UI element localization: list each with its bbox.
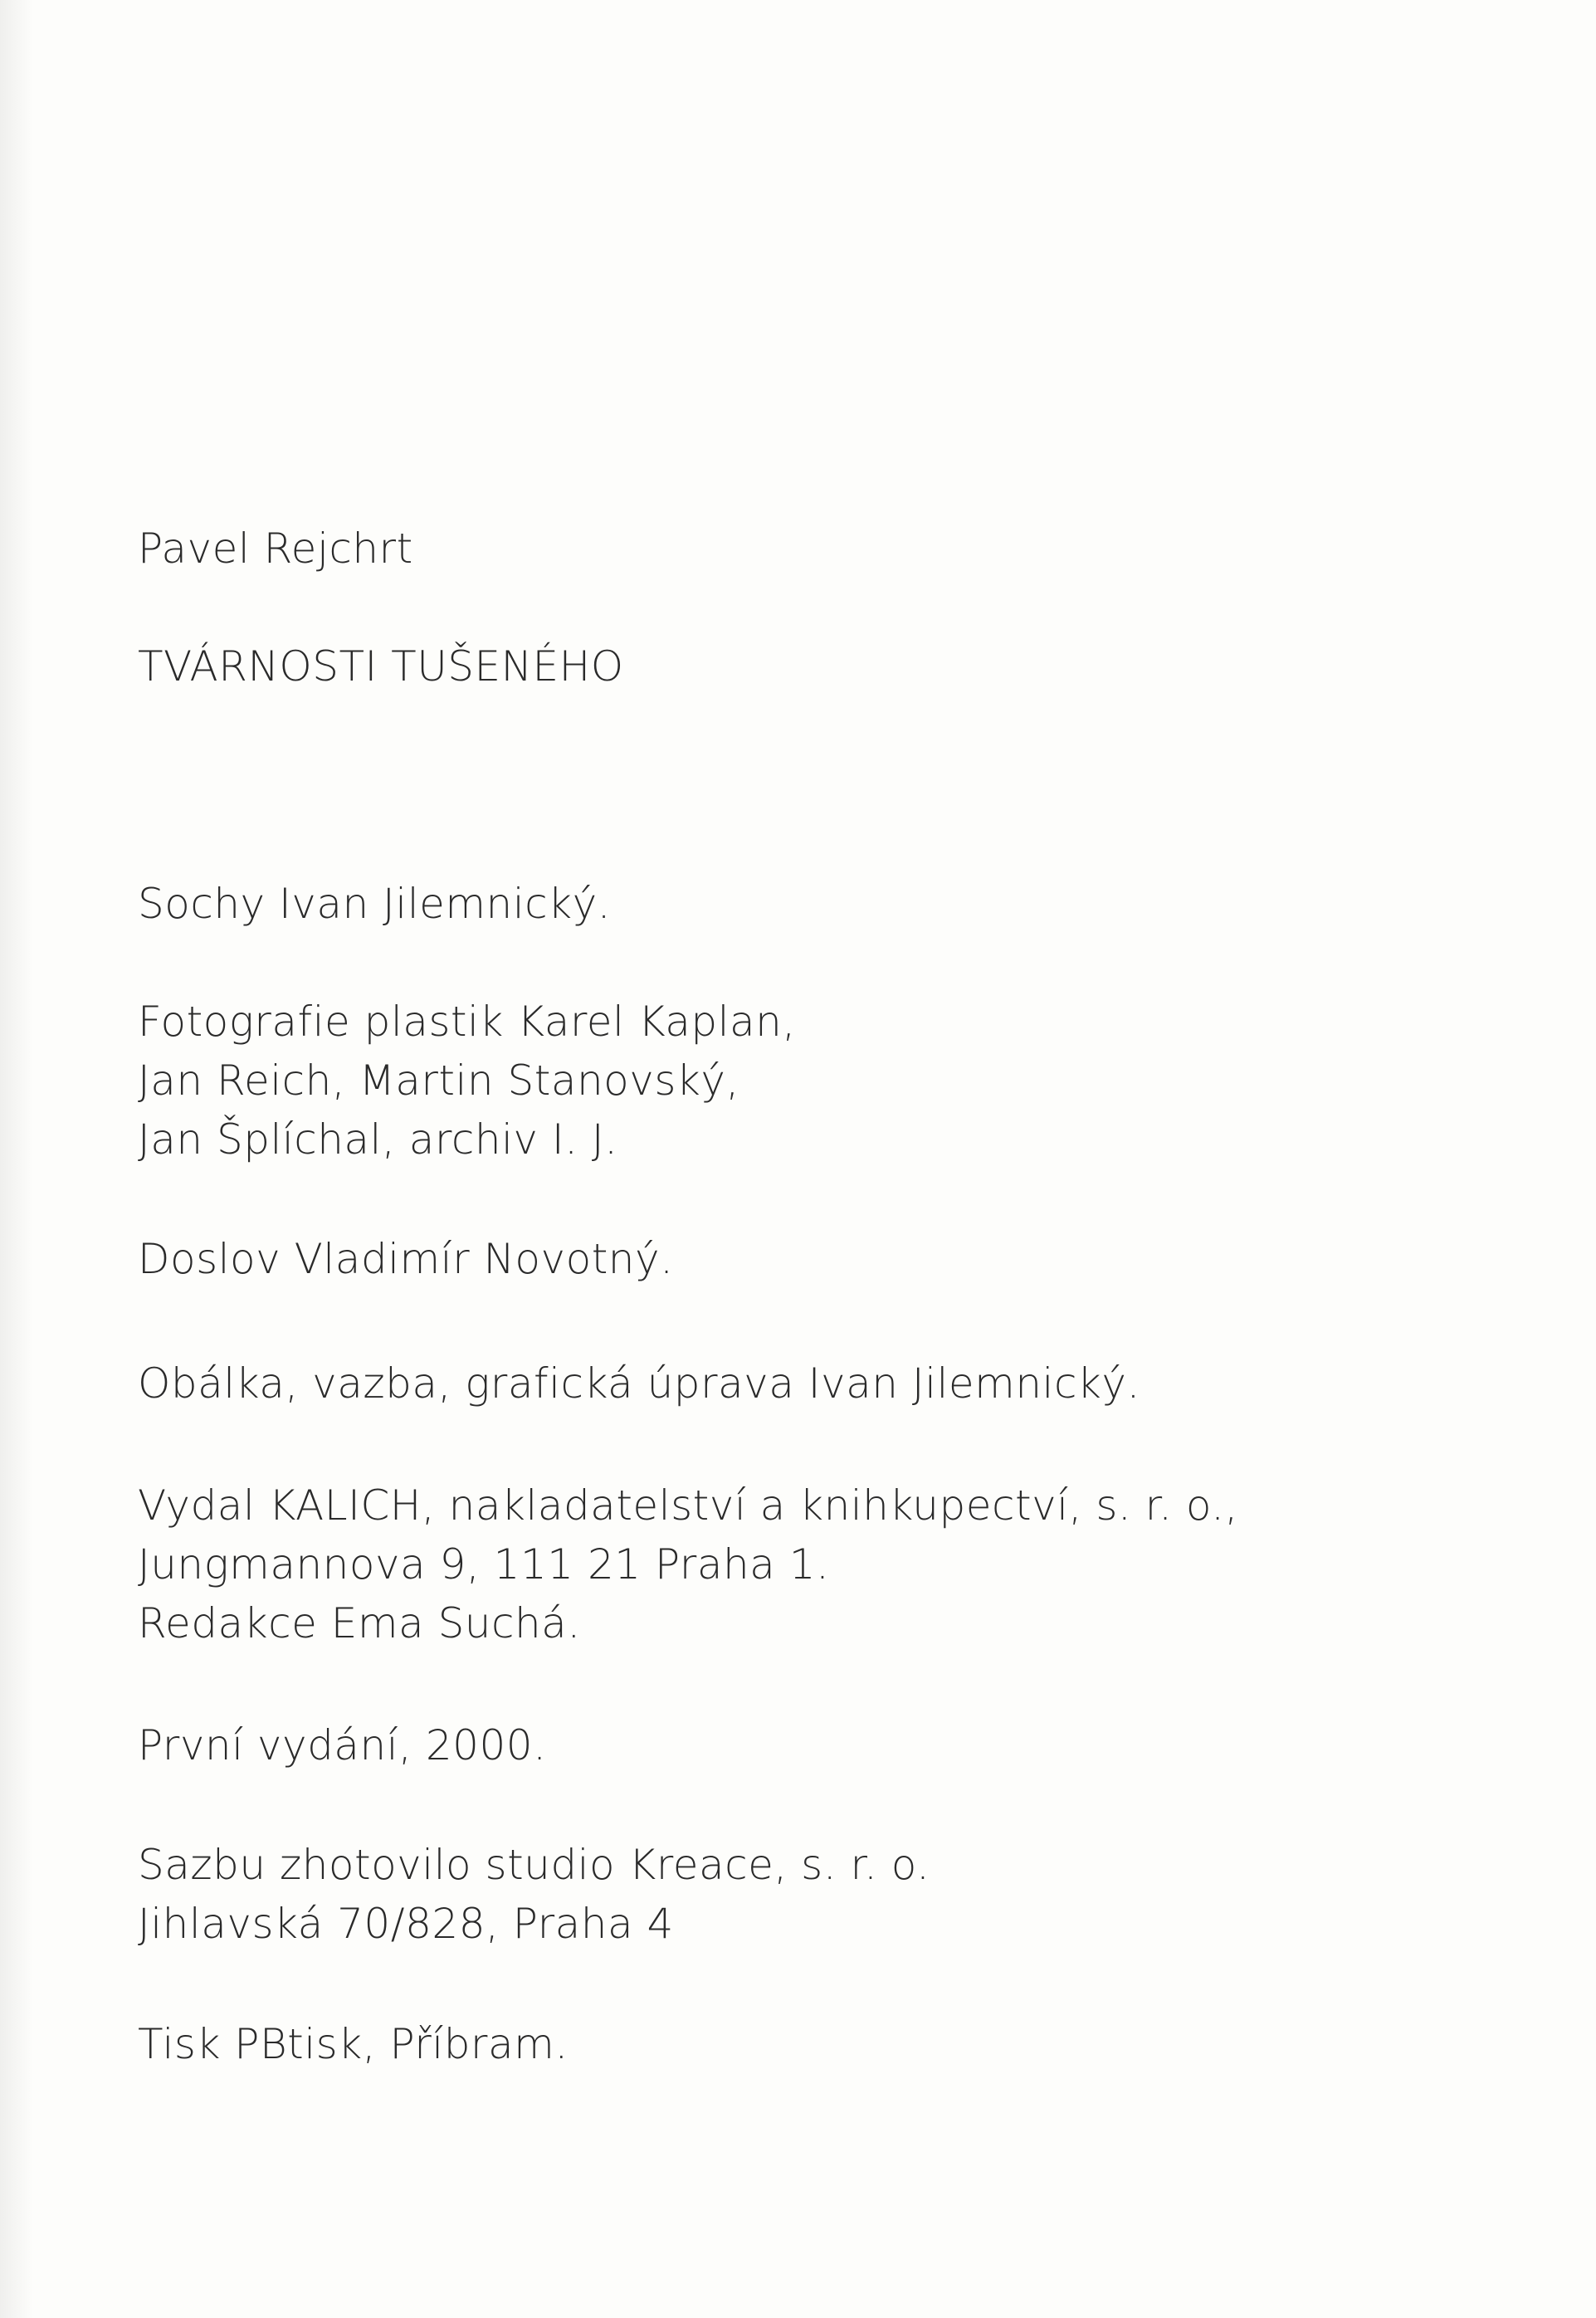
photos-line-3: Jan Šplíchal, archiv I. J.	[138, 1115, 618, 1164]
photos-line-2: Jan Reich, Martin Stanovský,	[138, 1057, 739, 1105]
sculptures-credit	[138, 875, 611, 934]
typesetting-line-2: Jihlavská 70/828, Praha 4	[138, 1900, 674, 1948]
design-credit	[138, 1354, 1140, 1413]
author-name	[138, 520, 413, 578]
photos-line-1: Fotografie plastik Karel Kaplan,	[138, 998, 796, 1046]
sculptures-line: Sochy Ivan Jilemnický.	[138, 880, 612, 928]
publisher-line-2: Jungmannova 9, 111 21 Praha 1.	[138, 1540, 830, 1588]
photos-credit	[138, 993, 796, 1169]
afterword-line: Doslov Vladimír Novotný.	[138, 1235, 674, 1283]
afterword-credit	[138, 1230, 673, 1289]
book-title	[138, 637, 624, 696]
printing-line: Tisk PBtisk, Příbram.	[138, 2020, 569, 2068]
publisher-info	[138, 1476, 1238, 1653]
publisher-line-1: Vydal KALICH, nakladatelství a knihkupectví, s. r. o.,	[138, 1481, 1238, 1530]
typesetting-info	[138, 1836, 930, 1954]
printing-info	[138, 2015, 569, 2074]
edition-line: První vydání, 2000.	[138, 1721, 547, 1769]
edition-info	[138, 1716, 546, 1775]
typesetting-line-1: Sazbu zhotovilo studio Kreace, s. r. o.	[138, 1841, 930, 1889]
design-line: Obálka, vazba, grafická úprava Ivan Jilemnický.	[138, 1359, 1140, 1408]
page-edge-shadow	[0, 0, 33, 2318]
title-line: TVÁRNOSTI TUŠENÉHO	[138, 642, 624, 691]
author-line: Pavel Rejchrt	[138, 525, 413, 573]
publisher-line-3: Redakce Ema Suchá.	[138, 1599, 581, 1647]
